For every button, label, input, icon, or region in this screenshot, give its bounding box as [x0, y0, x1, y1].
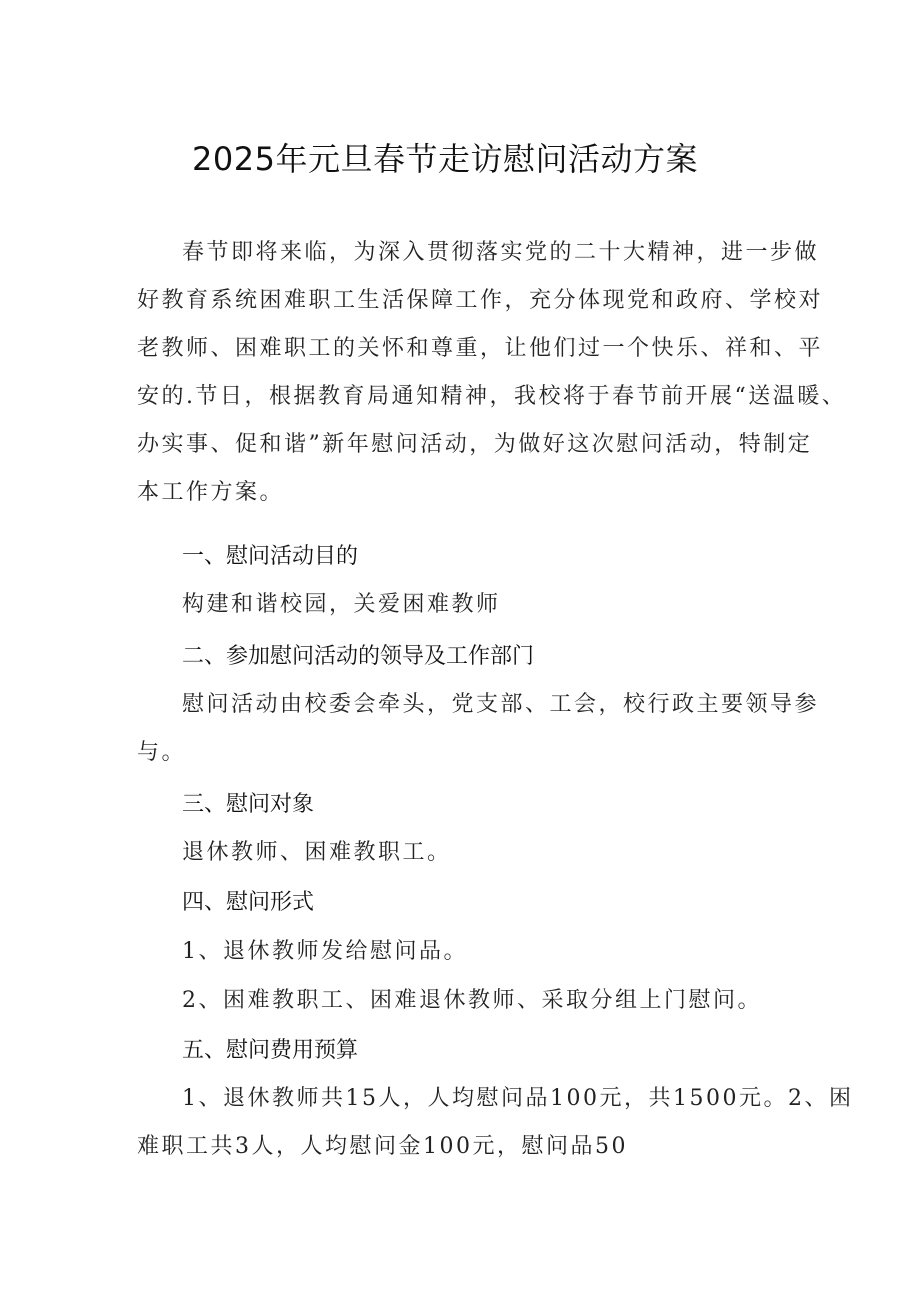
intro-line: 安的.节日，根据教育局通知精神，我校将于春节前开展“送温暖、	[137, 384, 847, 409]
section-heading-budget: 五、慰问费用预算	[182, 1038, 359, 1063]
intro-line: 老教师、困难职工的关怀和尊重，让他们过一个快乐、祥和、平	[137, 336, 824, 361]
intro-line: 本工作方案。	[137, 480, 285, 505]
section-text: 1、退休教师共15人，人均慰问品100元，共1500元。2、困	[182, 1086, 854, 1111]
intro-line: 好教育系统困难职工生活保障工作，充分体现党和政府、学校对	[137, 288, 824, 313]
document-title: 2025年元旦春节走访慰问活动方案	[192, 140, 698, 178]
section-text: 2、困难教职工、困难退休教师、采取分组上门慰问。	[182, 988, 762, 1013]
section-text: 难职工共3人，人均慰问金100元，慰问品50	[137, 1134, 628, 1159]
section-text: 退休教师、困难教职工。	[182, 840, 452, 865]
intro-line: 办实事、促和谐”新年慰问活动，为做好这次慰问活动，特制定	[137, 432, 813, 457]
section-text: 1、退休教师发给慰问品。	[182, 939, 468, 964]
section-heading-leaders: 二、参加慰问活动的领导及工作部门	[182, 644, 535, 669]
section-text: 慰问活动由校委会牵头，党支部、工会，校行政主要领导参	[182, 692, 820, 717]
section-heading-purpose: 一、慰问活动目的	[182, 544, 359, 569]
section-heading-targets: 三、慰问对象	[182, 792, 315, 817]
intro-line: 春节即将来临，为深入贯彻落实党的二十大精神，进一步做	[182, 240, 820, 265]
section-text: 构建和谐校园，关爱困难教师	[182, 592, 501, 617]
section-heading-forms: 四、慰问形式	[182, 890, 315, 915]
section-text: 与。	[137, 740, 187, 765]
